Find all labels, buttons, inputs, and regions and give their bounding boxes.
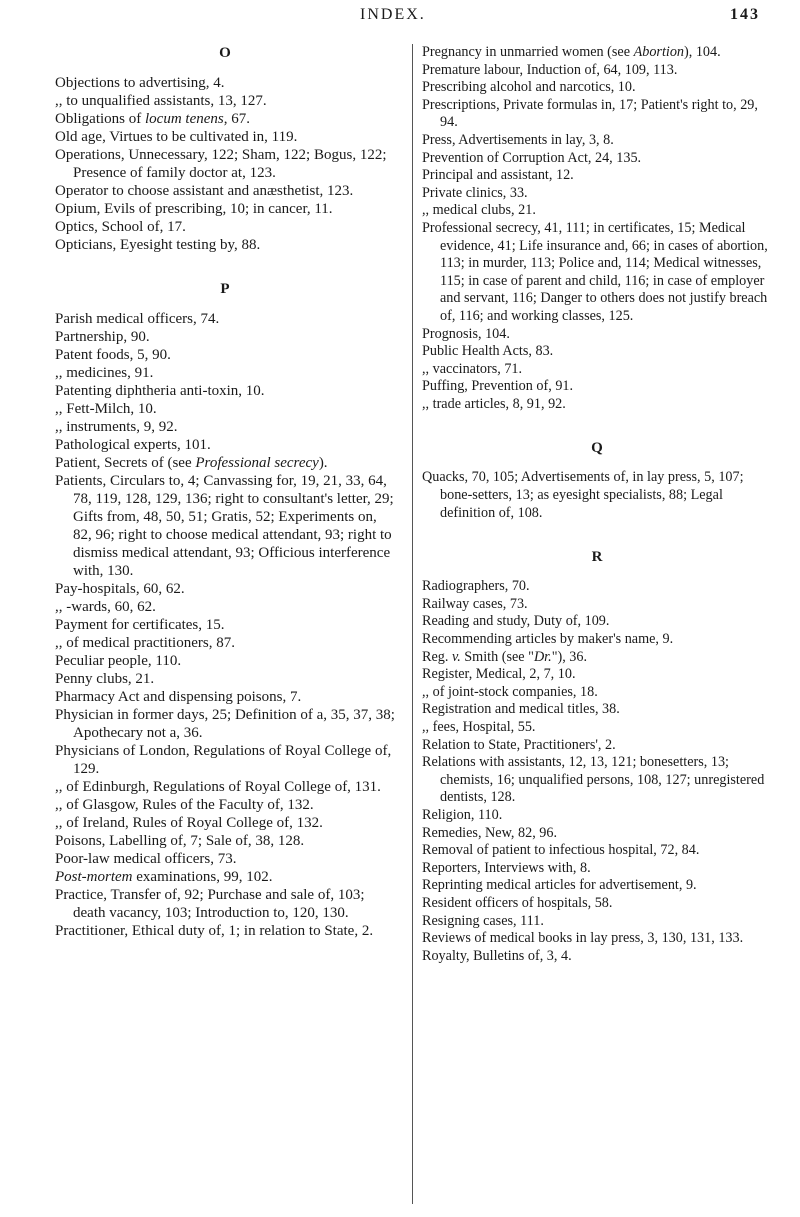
index-entry: [422, 930, 772, 948]
section-letter: O: [219, 45, 231, 61]
index-entry: [55, 436, 395, 454]
index-entry: [55, 346, 395, 364]
index-entry: [55, 616, 395, 634]
index-entry: [55, 310, 395, 328]
index-entry: [55, 400, 395, 418]
index-entry: [422, 97, 772, 132]
entry-text: ,, Fett-Milch, 10.: [55, 401, 157, 417]
index-entry: [422, 62, 772, 80]
entry-text: , 67.: [223, 111, 250, 127]
index-entry: [55, 706, 395, 742]
entry-text: ,, medicines, 91.: [55, 365, 154, 381]
entry-text: ,, of Glasgow, Rules of the Faculty of, 132.: [55, 797, 314, 813]
entry-text: Payment for certificates, 15.: [55, 617, 225, 633]
entry-text: Puffing, Prevention of, 91.: [422, 378, 574, 395]
entry-text: ,, to unqualified assistants, 13, 127.: [55, 93, 267, 109]
index-entry: [55, 236, 395, 254]
left-column: [55, 44, 395, 940]
entry-text: Patients, Circulars to, 4; Canvassing for, 19, 21, 33, 64, 78, 119, 128, 129, 136; right to consultant's letter, 29; Gifts from, 48, 50, 51; Gratis, 52; Experiments on, 82, 96; right to choose medical attendant, 93; right to dismiss medical attendant, 93; Officious interference with, 130.: [55, 473, 394, 579]
index-entry: [422, 79, 772, 97]
entry-text: Quacks, 70, 105; Advertisements of, in lay press, 5, 107; bone-setters, 13; as eyesight specialists, 88; Legal definition of, 108.: [422, 469, 744, 521]
index-entry: [55, 832, 395, 850]
entry-italic-text: Post-mortem: [55, 869, 133, 885]
index-entry: [422, 684, 772, 702]
entry-text: ,, of Ireland, Rules of Royal College of, 132.: [55, 815, 323, 831]
index-entry: [55, 92, 395, 110]
entry-text: ,, of joint-stock companies, 18.: [422, 683, 598, 700]
index-entry: [422, 578, 772, 596]
right-column: [422, 44, 772, 965]
index-entry: [55, 472, 395, 580]
section-letter: Q: [591, 440, 603, 457]
index-entry: [55, 670, 395, 688]
entry-text: Resident officers of hospitals, 58.: [422, 894, 613, 911]
entry-text: Smith (see ": [460, 648, 534, 665]
entry-text: ).: [318, 455, 328, 471]
entry-text: Pay-hospitals, 60, 62.: [55, 581, 185, 597]
entry-text: Physicians of London, Regulations of Royal College of, 129.: [55, 743, 392, 777]
index-entry: [422, 44, 772, 62]
entry-text: Patient, Secrets of (see: [55, 455, 196, 471]
entry-text: Relation to State, Practitioners', 2.: [422, 736, 616, 753]
entry-text: Peculiar people, 110.: [55, 653, 182, 669]
index-entry: [55, 742, 395, 778]
page-number: 143: [730, 6, 760, 23]
index-entry: [422, 754, 772, 807]
index-entry: [55, 128, 395, 146]
entry-text: Physician in former days, 25; Definition of a, 35, 37, 38; Apothecary not a, 36.: [55, 707, 395, 741]
entry-text: Optics, School of, 17.: [55, 219, 186, 235]
index-entry: [422, 378, 772, 396]
entry-text: Prevention of Corruption Act, 24, 135.: [422, 149, 642, 166]
page-title: INDEX.: [360, 6, 426, 23]
entry-text: Old age, Virtues to be cultivated in, 119.: [55, 129, 298, 145]
index-entry: [55, 814, 395, 832]
index-entry: [422, 649, 772, 667]
index-entry: [55, 688, 395, 706]
index-entry: [55, 634, 395, 652]
index-entry: [422, 701, 772, 719]
entry-italic-text: v.: [451, 648, 461, 665]
entry-text: ,, vaccinators, 71.: [422, 360, 523, 377]
running-head: [0, 6, 800, 30]
index-entry: [422, 719, 772, 737]
entry-text: Reprinting medical articles for advertisement, 9.: [422, 877, 697, 894]
index-entry: [55, 886, 395, 922]
index-entry: [422, 596, 772, 614]
entry-text: Reviews of medical books in lay press, 3, 130, 131, 133.: [422, 930, 744, 947]
index-entry: [422, 167, 772, 185]
entry-text: Public Health Acts, 83.: [422, 343, 554, 360]
index-entry: [422, 396, 772, 414]
index-entry: [422, 343, 772, 361]
entry-text: Objections to advertising, 4.: [55, 75, 225, 91]
section-letter: R: [591, 549, 603, 566]
entry-text: Radiographers, 70.: [422, 578, 530, 595]
index-entry: [55, 652, 395, 670]
entry-text: Pharmacy Act and dispensing poisons, 7.: [55, 689, 302, 705]
entry-text: Royalty, Bulletins of, 3, 4.: [422, 947, 572, 964]
index-entry: [422, 666, 772, 684]
entry-text: ), 104.: [684, 44, 721, 60]
entry-text: "), 36.: [551, 648, 588, 665]
entry-text: Practice, Transfer of, 92; Purchase and sale of, 103; death vacancy, 103; Introduction to, 120, 130.: [55, 887, 365, 921]
index-entry: [422, 326, 772, 344]
entry-text: Remedies, New, 82, 96.: [422, 824, 558, 841]
entry-text: Reading and study, Duty of, 109.: [422, 613, 610, 630]
index-entry: [55, 110, 395, 128]
entry-text: ,, of medical practitioners, 87.: [55, 635, 235, 651]
index-entry: [422, 913, 772, 931]
index-entry: [422, 469, 772, 522]
index-entry: [422, 150, 772, 168]
index-entry: [55, 868, 395, 886]
index-entry: [422, 877, 772, 895]
entry-text: Practitioner, Ethical duty of, 1; in relation to State, 2.: [55, 923, 374, 939]
entry-text: Penny clubs, 21.: [55, 671, 155, 687]
index-entry: [422, 132, 772, 150]
entry-text: Private clinics, 33.: [422, 184, 528, 201]
entry-text: Premature labour, Induction of, 64, 109, 113.: [422, 61, 678, 78]
entry-text: Relations with assistants, 12, 13, 121; bonesetters, 13; chemists, 16; unqualified persons, 108, 127; unregistered dentists, 128.: [422, 754, 765, 806]
index-entry: [55, 778, 395, 796]
entry-text: Prescribing alcohol and narcotics, 10.: [422, 79, 636, 96]
entry-italic-text: Dr.: [533, 648, 552, 665]
index-entry: [422, 895, 772, 913]
index-entry: [422, 860, 772, 878]
entry-text: ,, -wards, 60, 62.: [55, 599, 156, 615]
entry-text: Opticians, Eyesight testing by, 88.: [55, 237, 261, 253]
entry-text: examinations, 99, 102.: [132, 869, 273, 885]
entry-italic-text: locum tenens: [145, 111, 224, 127]
entry-text: Operator to choose assistant and anæsthetist, 123.: [55, 183, 354, 199]
entry-text: ,, fees, Hospital, 55.: [422, 719, 536, 735]
entry-text: Recommending articles by maker's name, 9.: [422, 631, 674, 648]
index-entry: [55, 328, 395, 346]
entry-text: Registration and medical titles, 38.: [422, 701, 620, 718]
entry-text: Principal and assistant, 12.: [422, 167, 574, 184]
entry-text: Prognosis, 104.: [422, 325, 510, 342]
entry-text: Professional secrecy, 41, 111; in certificates, 15; Medical evidence, 41; Life insurance and, 66; in cases of abortion, 113; in murder, 113; Police and, 114; Medical witnesses, 115; in case of parent and child, 116; in case of employer and servant, 116; Danger to others does not justify breach of, 116; and working classes, 125.: [422, 219, 768, 324]
index-entry: [55, 454, 395, 472]
entry-text: Opium, Evils of prescribing, 10; in cancer, 11.: [55, 201, 333, 217]
entry-text: ,, instruments, 9, 92.: [55, 419, 178, 435]
entry-text: Poor-law medical officers, 73.: [55, 851, 237, 867]
entry-italic-text: Professional secrecy: [195, 455, 319, 471]
index-entry: [422, 807, 772, 825]
index-entry: [55, 796, 395, 814]
index-entry: [55, 580, 395, 598]
index-entry: [422, 220, 772, 326]
entry-text: Patent foods, 5, 90.: [55, 347, 171, 363]
index-entry: [422, 361, 772, 379]
entry-text: Pregnancy in unmarried women (see: [422, 44, 634, 60]
entry-text: ,, trade articles, 8, 91, 92.: [422, 395, 566, 412]
entry-text: Reporters, Interviews with, 8.: [422, 859, 591, 876]
entry-text: Prescriptions, Private formulas in, 17; Patient's right to, 29, 94.: [422, 96, 758, 131]
index-entry: [55, 182, 395, 200]
entry-text: Operations, Unnecessary, 122; Sham, 122; Bogus, 122; Presence of family doctor at, 123.: [55, 147, 387, 181]
index-entry: [55, 364, 395, 382]
index-entry: [55, 850, 395, 868]
index-entry: [422, 185, 772, 203]
section-letter: P: [220, 281, 230, 297]
index-entry: [55, 922, 395, 940]
index-entry: [55, 218, 395, 236]
index-entry: [422, 613, 772, 631]
entry-text: Religion, 110.: [422, 806, 503, 823]
entry-text: Patenting diphtheria anti-toxin, 10.: [55, 383, 265, 399]
entry-text: Reg.: [422, 648, 452, 665]
index-entry: [55, 146, 395, 182]
entry-text: Obligations of: [55, 111, 145, 127]
index-entry: [422, 202, 772, 220]
index-entry: [422, 948, 772, 966]
entry-text: Removal of patient to infectious hospital, 72, 84.: [422, 842, 700, 859]
index-entry: [55, 418, 395, 436]
index-entry: [422, 842, 772, 860]
entry-text: Partnership, 90.: [55, 329, 150, 345]
index-entry: [55, 74, 395, 92]
entry-italic-text: Abortion: [633, 44, 685, 60]
entry-text: Pathological experts, 101.: [55, 437, 211, 453]
entry-text: Press, Advertisements in lay, 3, 8.: [422, 131, 614, 148]
entry-text: Poisons, Labelling of, 7; Sale of, 38, 128.: [55, 833, 305, 849]
index-entry: [55, 598, 395, 616]
index-entry: [55, 382, 395, 400]
index-entry: [422, 825, 772, 843]
index-entry: [422, 737, 772, 755]
column-divider: [412, 44, 413, 1204]
entry-text: Parish medical officers, 74.: [55, 311, 220, 327]
index-entry: [422, 631, 772, 649]
entry-text: Resigning cases, 111.: [422, 912, 544, 929]
entry-text: Register, Medical, 2, 7, 10.: [422, 666, 576, 683]
entry-text: ,, of Edinburgh, Regulations of Royal College of, 131.: [55, 779, 381, 795]
index-entry: [55, 200, 395, 218]
entry-text: Railway cases, 73.: [422, 595, 528, 612]
entry-text: ,, medical clubs, 21.: [422, 202, 536, 219]
